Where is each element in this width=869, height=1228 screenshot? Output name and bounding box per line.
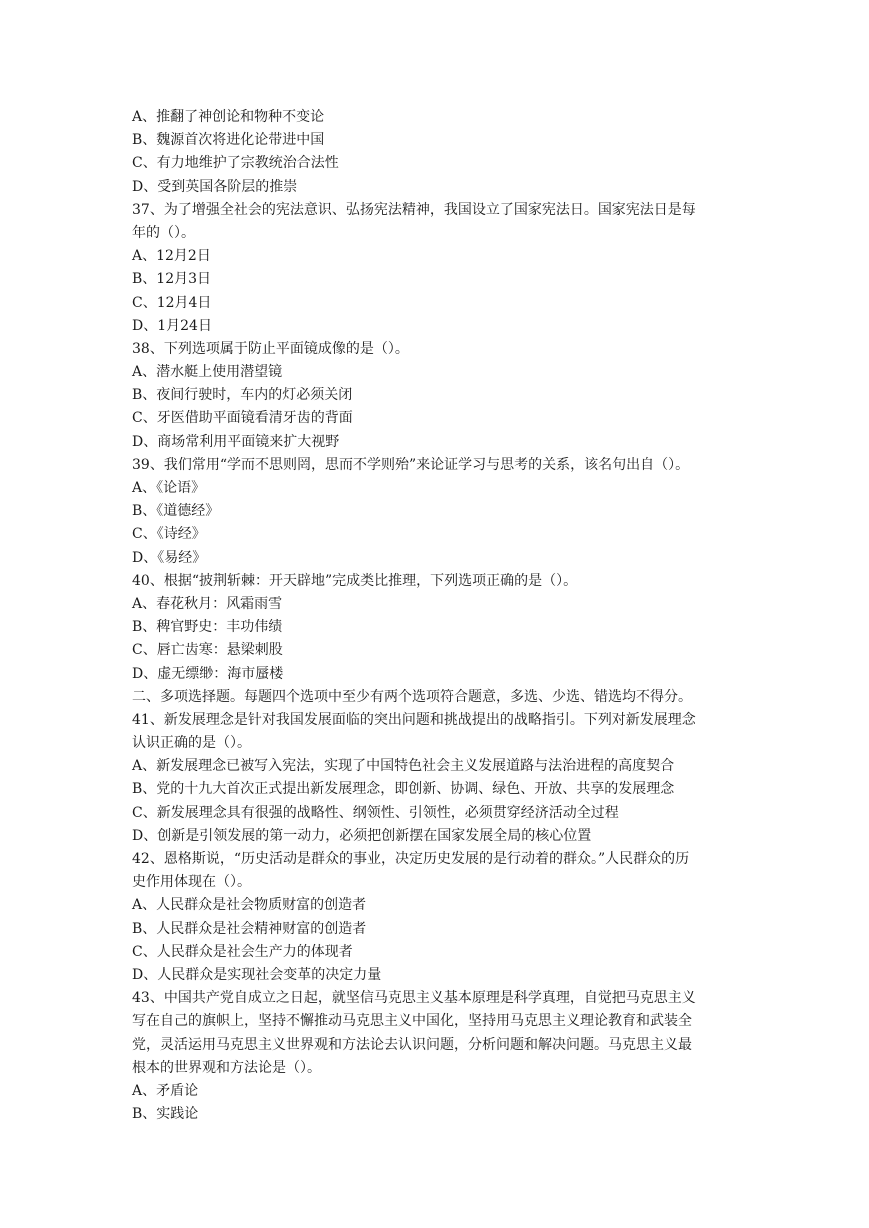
question-42-line-1: 42、恩格斯说，“历史活动是群众的事业，决定历史发展的是行动着的群众。”人民群众的历 — [132, 851, 690, 867]
document-body — [132, 106, 742, 1126]
option-line: A、人民群众是社会物质财富的创造者 — [132, 897, 367, 914]
option-line: A、推翻了神创论和物种不变论 — [132, 109, 325, 125]
option-line: C、唇亡齿寒：悬梁刺股 — [132, 642, 283, 659]
option-line: A、矛盾论 — [132, 1082, 199, 1099]
question-42-line-2: 史作用体现在（）。 — [132, 874, 251, 891]
option-line: D、人民群众是实现社会变革的决定力量 — [132, 966, 382, 983]
option-line: A、《论语》 — [132, 480, 206, 496]
question-37-line-2: 年的（）。 — [132, 224, 195, 241]
question-41-line-1: 41、新发展理念是针对我国发展面临的突出问题和挑战提出的战略指引。下列对新发展理念 — [132, 711, 696, 728]
option-line: D、创新是引领发展的第一动力，必须把创新摆在国家发展全局的核心位置 — [132, 827, 592, 844]
question-39: 39、我们常用“学而不思则罔，思而不学则殆”来论证学习与思考的关系，该名句出自（）。 — [132, 456, 690, 473]
option-line: D、受到英国各阶层的推崇 — [132, 178, 298, 195]
option-line: A、潜水艇上使用潜望镜 — [132, 364, 283, 381]
option-line: C、牙医借助平面镜看清牙齿的背面 — [132, 410, 353, 427]
option-line: D、1月24日 — [132, 317, 212, 334]
option-line: A、春花秋月：风霜雨雪 — [132, 595, 283, 612]
question-38: 38、下列选项属于防止平面镜成像的是（）。 — [132, 340, 409, 357]
section-heading-multiple-choice: 二、多项选择题。每题四个选项中至少有两个选项符合题意，多选、少选、错选均不得分。 — [132, 688, 692, 705]
option-line: B、党的十九大首次正式提出新发展理念，即创新、协调、绿色、开放、共享的发展理念 — [132, 781, 675, 798]
question-43-line-3: 党，灵活运用马克思主义世界观和方法论去认识问题，分析问题和解决问题。马克思主义最 — [132, 1036, 692, 1053]
option-line: D、商场常利用平面镜来扩大视野 — [132, 433, 340, 450]
option-line: B、稗官野史：丰功伟绩 — [132, 619, 283, 636]
option-line: B、人民群众是社会精神财富的创造者 — [132, 920, 367, 937]
option-line: B、魏源首次将进化论带进中国 — [132, 132, 325, 149]
option-line: C、《诗经》 — [132, 526, 206, 543]
option-line: D、《易经》 — [132, 549, 207, 566]
option-line: B、夜间行驶时，车内的灯必须关闭 — [132, 387, 353, 404]
option-line: A、12月2日 — [132, 248, 211, 265]
question-43-line-2: 写在自己的旗帜上，坚持不懈推动马克思主义中国化，坚持用马克思主义理论教育和武装全 — [132, 1013, 692, 1030]
option-line: C、12月4日 — [132, 294, 212, 311]
question-43-line-1: 43、中国共产党自成立之日起，就坚信马克思主义基本原理是科学真理，自觉把马克思主义 — [132, 990, 696, 1007]
option-line: A、新发展理念已被写入宪法，实现了中国特色社会主义发展道路与法治进程的高度契合 — [132, 758, 675, 775]
question-43-line-4: 根本的世界观和方法论是（）。 — [132, 1059, 321, 1076]
option-line: D、虚无缥缈：海市蜃楼 — [132, 665, 284, 682]
option-line: B、12月3日 — [132, 271, 212, 288]
option-line: B、《道德经》 — [132, 503, 220, 520]
option-line: C、新发展理念具有很强的战略性、纲领性、引领性，必须贯穿经济活动全过程 — [132, 804, 619, 821]
question-37-line-1: 37、为了增强全社会的宪法意识、弘扬宪法精神，我国设立了国家宪法日。国家宪法日是每 — [132, 201, 696, 218]
question-40: 40、根据“披荆斩棘：开天辟地”完成类比推理，下列选项正确的是（）。 — [132, 572, 578, 589]
option-line: C、人民群众是社会生产力的体现者 — [132, 943, 353, 960]
option-line: C、有力地维护了宗教统治合法性 — [132, 155, 339, 172]
question-41-line-2: 认识正确的是（）。 — [132, 735, 251, 752]
option-line: B、实践论 — [132, 1106, 199, 1123]
